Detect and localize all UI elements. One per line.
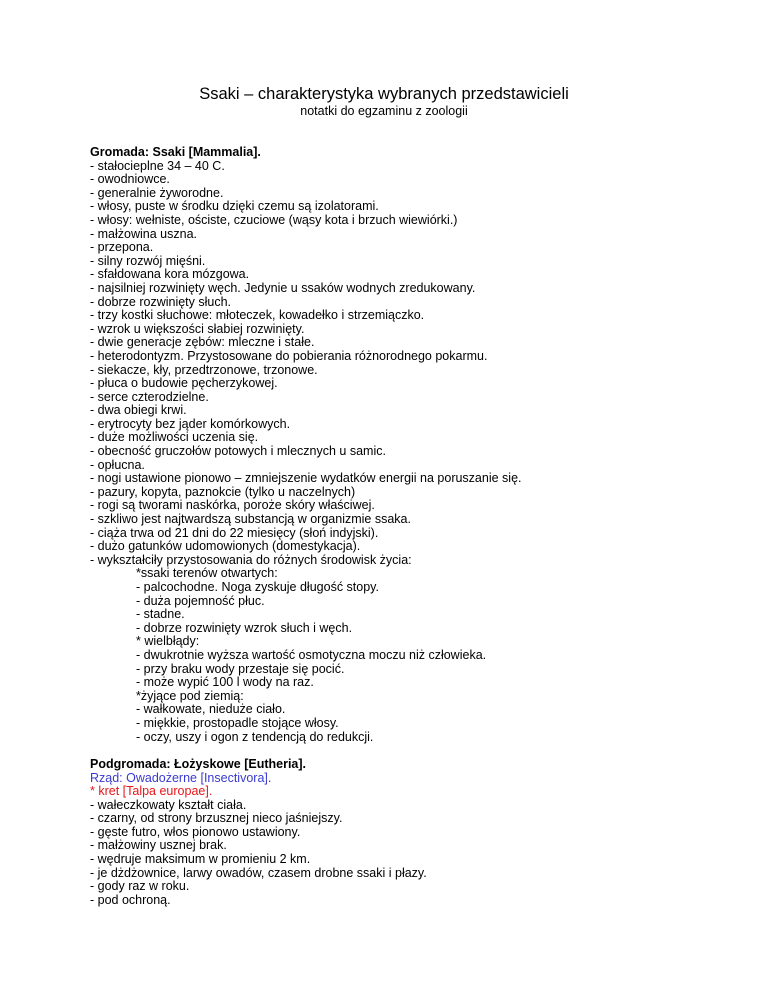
list-item: - rogi są tworami naskórka, poroże skóry właściwej.	[90, 498, 375, 513]
list-item: - erytrocyty bez jąder komórkowych.	[90, 416, 291, 431]
list-item: - oczy, uszy i ogon z tendencją do redukcji.	[136, 729, 374, 744]
list-item: - szkliwo jest najtwardszą substancją w organizmie ssaka.	[90, 512, 411, 527]
list-item: - dwie generacje zębów: mleczne i stałe.	[90, 335, 315, 350]
list-item: - duże możliwości uczenia się.	[90, 430, 259, 445]
list-item: - duża pojemność płuc.	[136, 593, 265, 608]
document-body	[90, 146, 730, 907]
list-item: - dobrze rozwinięty słuch.	[90, 294, 232, 309]
list-item: - dobrze rozwinięty wzrok słuch i węch.	[136, 620, 353, 635]
list-item: - wałkowate, nieduże ciało.	[136, 702, 286, 717]
list-item: - włosy, puste w środku dzięki czemu są izolatorami.	[90, 199, 379, 214]
list-item: - wykształciły przystosowania do różnych środowisk życia:	[90, 552, 412, 567]
list-item: - gęste futro, włos pionowo ustawiony.	[90, 824, 301, 839]
section-heading-eutheria: Podgromada: Łożyskowe [Eutheria].	[90, 756, 307, 771]
list-item: - gody raz w roku.	[90, 879, 190, 894]
list-item: - dwukrotnie wyższa wartość osmotyczna moczu niż człowieka.	[136, 647, 487, 662]
document-title: Ssaki – charakterystyka wybranych przedstawicieli	[199, 85, 569, 103]
list-item: - pod ochroną.	[90, 892, 171, 907]
list-item: - dużo gatunków udomowionych (domestykacja).	[90, 539, 361, 554]
habitat-adaptations-list	[90, 567, 730, 744]
list-item: - palcochodne. Noga zyskuje długość stopy.	[136, 580, 379, 594]
list-item: *żyjące pod ziemią:	[136, 688, 244, 703]
list-item: - czarny, od strony brzusznej nieco jaśniejszy.	[90, 811, 343, 826]
list-item: - włosy: wełniste, ościste, czuciowe (wąsy kota i brzuch wiewiórki.)	[90, 212, 458, 227]
list-item: - dwa obiegi krwi.	[90, 403, 187, 418]
list-item: - przy braku wody przestaje się pocić.	[136, 661, 345, 676]
list-item: - trzy kostki słuchowe: młoteczek, kowadełko i strzemiączko.	[90, 308, 425, 323]
list-item: - silny rozwój mięśni.	[90, 253, 206, 268]
list-item: - przepona.	[90, 240, 154, 255]
list-item: - ciąża trwa od 21 dni do 22 miesięcy (słoń indyjski).	[90, 525, 379, 540]
list-item: - stałocieplne 34 – 40 C.	[90, 158, 225, 173]
list-item: *ssaki terenów otwartych:	[136, 566, 278, 581]
order-heading-insectivora: Rząd: Owadożerne [Insectivora].	[90, 770, 272, 785]
list-item: - wałeczkowaty kształt ciała.	[90, 797, 247, 812]
species-heading-talpa: * kret [Talpa europae].	[90, 784, 213, 799]
list-item: - stadne.	[136, 607, 185, 622]
mammalia-traits-list	[90, 160, 730, 568]
list-item: - owodniowce.	[90, 172, 170, 187]
list-item: - wędruje maksimum w promieniu 2 km.	[90, 852, 311, 867]
list-item: - heterodontyzm. Przystosowane do pobierania różnorodnego pokarmu.	[90, 348, 488, 363]
list-item: - siekacze, kły, przedtrzonowe, trzonowe.	[90, 362, 318, 377]
list-item: - małżowiny usznej brak.	[90, 838, 227, 853]
list-item: - wzrok u większości słabiej rozwinięty.	[90, 321, 305, 336]
list-item: - nogi ustawione pionowo – zmniejszenie wydatków energii na poruszanie się.	[90, 471, 522, 486]
list-item: - obecność gruczołów potowych i mlecznych u samic.	[90, 444, 386, 459]
list-item: - płuca o budowie pęcherzykowej.	[90, 376, 278, 391]
list-item: - je dżdżownice, larwy owadów, czasem drobne ssaki i płazy.	[90, 865, 427, 880]
mole-traits-list	[90, 799, 730, 908]
list-item: - sfałdowana kora mózgowa.	[90, 267, 250, 282]
document-subtitle: notatki do egzaminu z zoologii	[300, 104, 468, 118]
list-item: - opłucna.	[90, 457, 145, 472]
list-item: - miękkie, prostopadle stojące włosy.	[136, 715, 339, 730]
section-gap	[90, 744, 730, 758]
list-item: - małżowina uszna.	[90, 226, 197, 241]
section-heading-mammalia: Gromada: Ssaki [Mammalia].	[90, 145, 261, 159]
list-item: - pazury, kopyta, paznokcie (tylko u naczelnych)	[90, 484, 356, 499]
list-item: * wielbłądy:	[136, 634, 200, 649]
list-item: - najsilniej rozwinięty węch. Jedynie u ssaków wodnych zredukowany.	[90, 280, 476, 295]
list-item: - generalnie żyworodne.	[90, 185, 224, 200]
list-item: - może wypić 100 l wody na raz.	[136, 675, 314, 690]
list-item: - serce czterodzielne.	[90, 389, 209, 404]
